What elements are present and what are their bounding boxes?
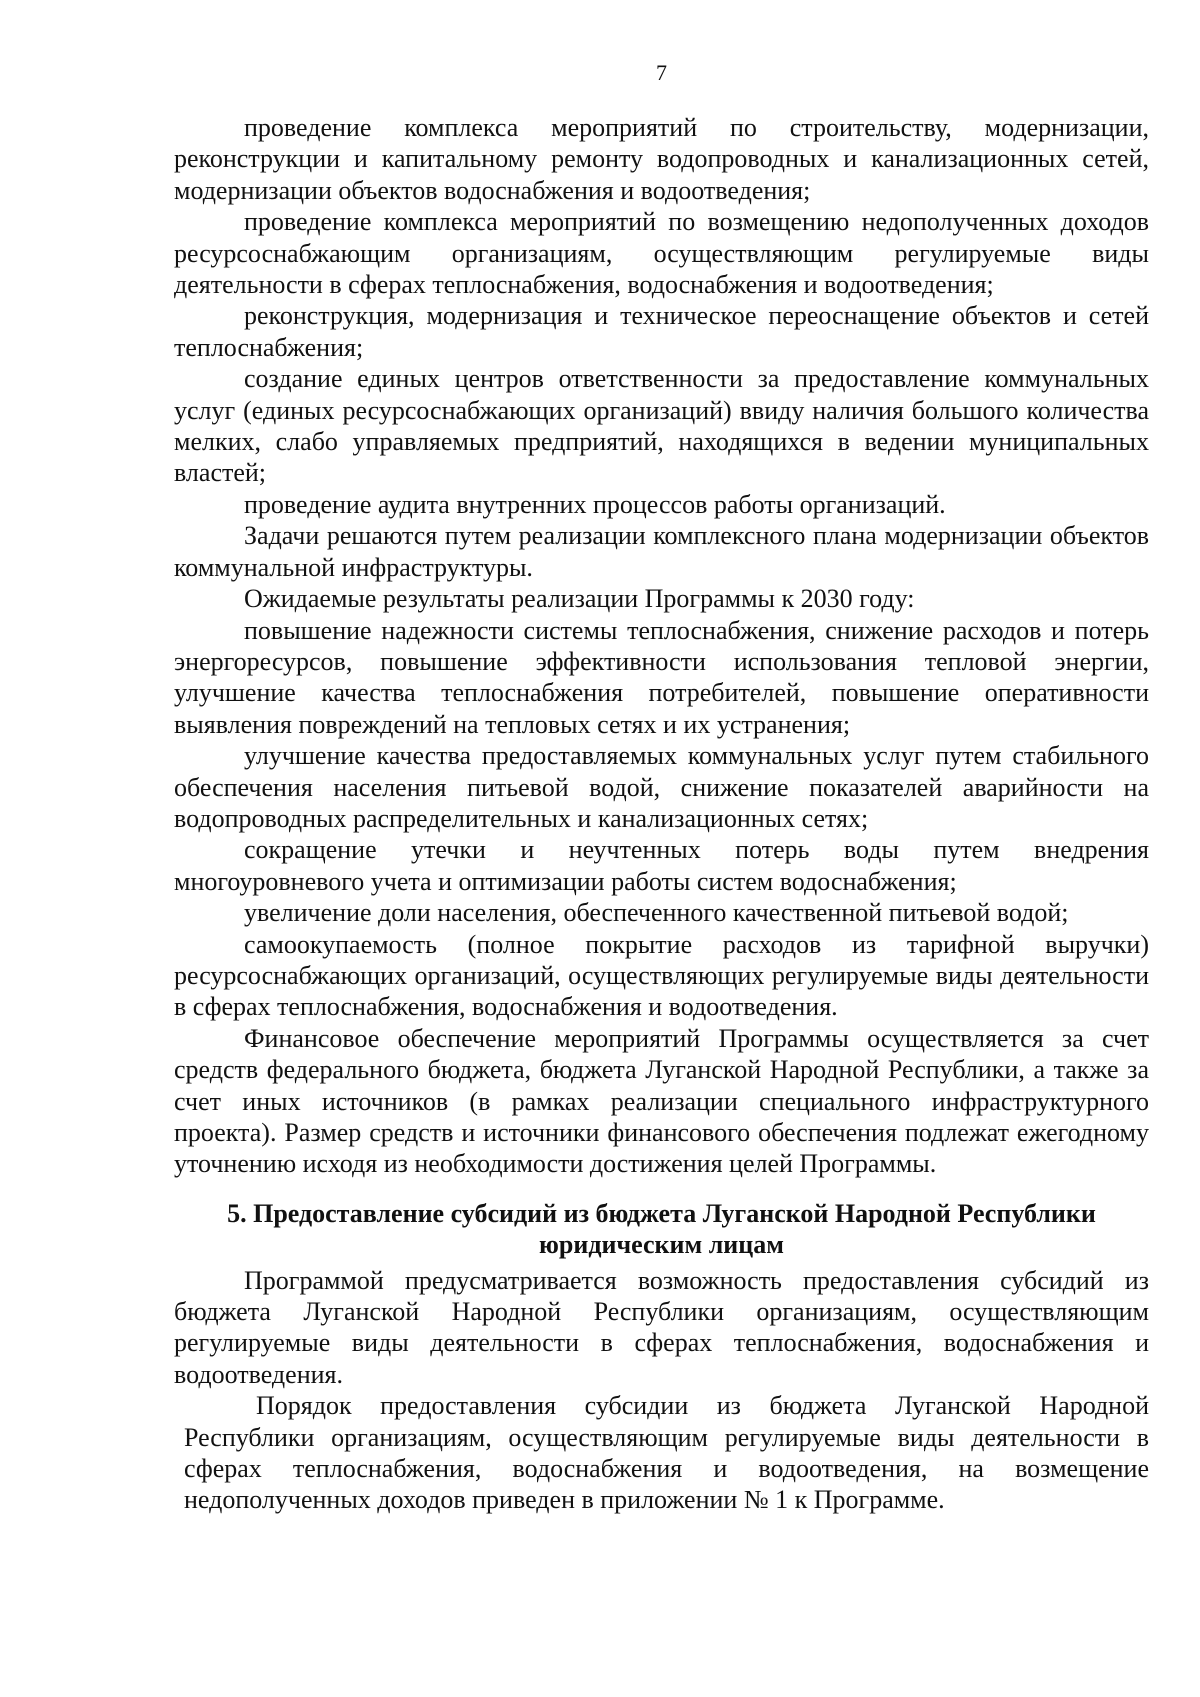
document-page [174,58,1149,1516]
paragraph: проведение комплекса мероприятий по строительству, модернизации, реконструкции и капитальному ремонту водопроводных и канализационных сетей, модернизации объектов водоснабжения и водоотведения; [174,113,1149,205]
page-number: 7 [656,60,667,85]
paragraph: Порядок предоставления субсидии из бюджета Луганской Народной Республики организациям, осуществляющим регулируемые виды деятельности в сферах теплоснабжения, водоснабжения и водоотведения, на возмещение недополученных доходов приведен в приложении № 1 к Программе. [184,1391,1149,1515]
section-heading [174,1198,1149,1261]
paragraph: реконструкция, модернизация и техническое переоснащение объектов и сетей теплоснабжения; [174,301,1149,362]
paragraph: Программой предусматривается возможность предоставления субсидий из бюджета Луганской Народной Республики организациям, осуществляющим регулируемые виды деятельности в сферах теплоснабжения, водоснабжения и водоотведения. [174,1265,1149,1389]
paragraph: проведение комплекса мероприятий по возмещению недополученных доходов ресурсоснабжающим организациям, осуществляющим регулируемые виды деятельности в сферах теплоснабжения, водоснабжения и водоотведения; [174,207,1149,300]
section-heading-line: юридическим лицам [539,1230,784,1260]
paragraph: повышение надежности системы теплоснабжения, снижение расходов и потерь энергоресурсов, повышение эффективности использования тепловой энергии, улучшение качества теплоснабжения потребителей, повышение оперативности выявления повреждений на тепловых сетях и их устранения; [174,615,1149,739]
section-heading-line: 5. Предоставление субсидий из бюджета Луганской Народной Республики [227,1198,1096,1228]
paragraph: Задачи решаются путем реализации комплексного плана модернизации объектов коммунальной инфраструктуры. [174,521,1149,582]
paragraph: улучшение качества предоставляемых коммунальных услуг путем стабильного обеспечения населения питьевой водой, снижение показателей аварийности на водопроводных распределительных и канализационных сетях; [174,741,1149,833]
paragraph: сокращение утечки и неучтенных потерь воды путем внедрения многоуровневого учета и оптимизации работы систем водоснабжения; [174,835,1149,896]
paragraph: создание единых центров ответственности за предоставление коммунальных услуг (единых ресурсоснабжающих организаций) ввиду наличия большого количества мелких, слабо управляемых предприятий, находящихся в ведении муниципальных властей; [174,364,1149,488]
paragraph: проведение аудита внутренних процессов работы организаций. [244,489,946,519]
paragraph: самоокупаемость (полное покрытие расходов из тарифной выручки) ресурсоснабжающих организаций, осуществляющих регулируемые виды деятельности в сферах теплоснабжения, водоснабжения и водоотведения. [174,929,1149,1022]
paragraph: увеличение доли населения, обеспеченного качественной питьевой водой; [244,898,1069,928]
paragraph: Ожидаемые результаты реализации Программы к 2030 году: [244,584,915,614]
paragraph: Финансовое обеспечение мероприятий Программы осуществляется за счет средств федерального бюджета, бюджета Луганской Народной Республики, а также за счет иных источников (в рамках реализации специального инфраструктурного проекта). Размер средств и источники финансового обеспечения подлежат ежегодному уточнению исходя из необходимости достижения целей Программы. [174,1023,1149,1179]
